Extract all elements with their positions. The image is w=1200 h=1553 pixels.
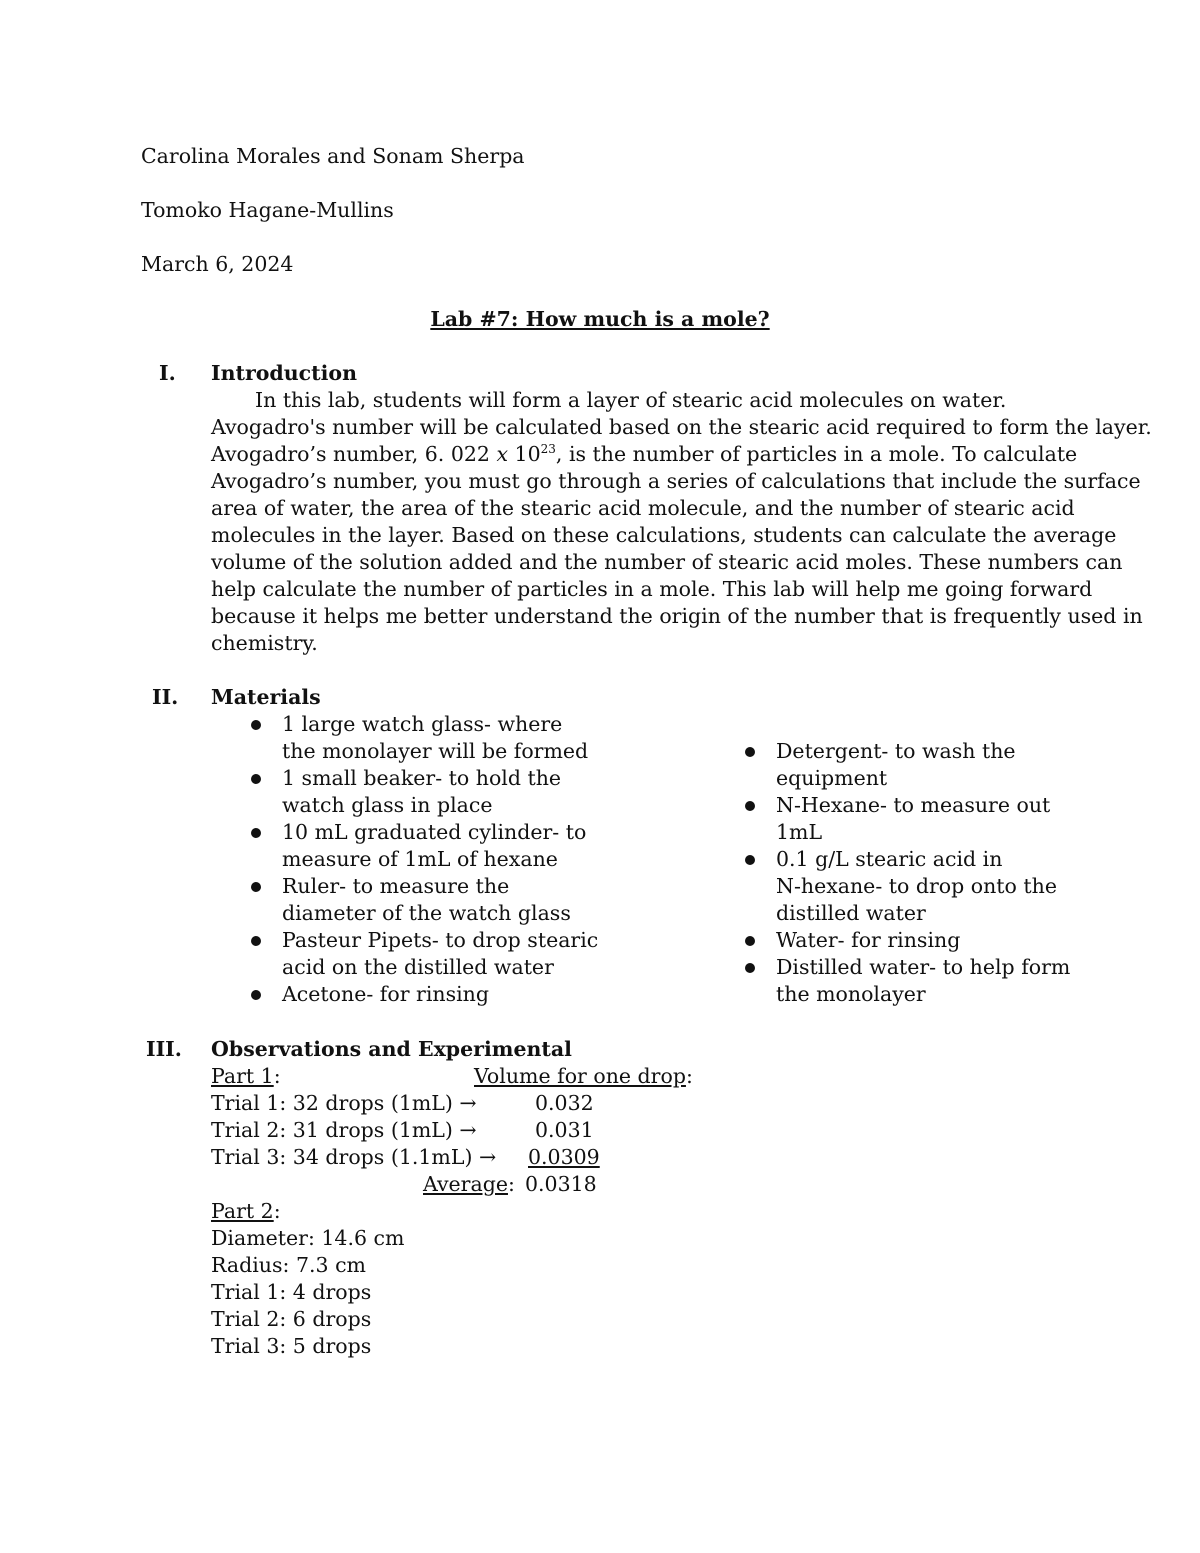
section-numeral-intro: I.	[159, 361, 176, 385]
part2-line: Diameter: 14.6 cm	[211, 1226, 405, 1250]
trial-text: Trial 2: 31 drops (1mL) →	[211, 1118, 477, 1142]
instructor: Tomoko Hagane-Mullins	[141, 198, 394, 222]
trial-value: 0.031	[535, 1118, 594, 1142]
date: March 6, 2024	[141, 252, 294, 276]
part2-line: Trial 2: 6 drops	[211, 1307, 372, 1331]
trial-value: 0.032	[535, 1091, 594, 1115]
avogadro-before: Avogadro’s number, 6. 022	[211, 442, 497, 466]
intro-line: molecules in the layer. Based on these calculations, students can calculate the average	[211, 523, 1117, 547]
intro-line: because it helps me better understand the origin of the number that is frequently used in	[211, 604, 1143, 628]
avogadro-after: , is the number of particles in a mole. To calculate	[555, 442, 1078, 466]
list-item: Pasteur Pipets- to drop stearic acid on the distilled water	[211, 927, 598, 981]
bullet-icon	[251, 990, 261, 1000]
intro-line-avogadro	[211, 441, 1078, 468]
list-item: Distilled water- to help form the monolayer	[705, 954, 1070, 1008]
bullet-icon	[251, 774, 261, 784]
intro-line: help calculate the number of particles in a mole. This lab will help me going forward	[211, 577, 1093, 601]
bullet-icon	[745, 855, 755, 865]
intro-paragraph	[211, 387, 1152, 657]
trial-value: 0.0309	[528, 1145, 600, 1169]
list-item: 1 small beaker- to hold the watch glass in place	[211, 765, 598, 819]
average-value: 0.0318	[525, 1172, 597, 1196]
part2-line: Trial 1: 4 drops	[211, 1280, 372, 1304]
avogadro-base: 10	[508, 442, 541, 466]
volume-header: Volume for one drop:	[474, 1064, 693, 1088]
list-item: N-Hexane- to measure out 1mL	[705, 792, 1070, 846]
intro-line: chemistry.	[211, 631, 318, 655]
trial-text: Trial 1: 32 drops (1mL) →	[211, 1091, 477, 1115]
list-item: Detergent- to wash the equipment	[705, 738, 1070, 792]
page-title: Lab #7: How much is a mole?	[430, 307, 770, 331]
trial-text: Trial 3: 34 drops (1.1mL) →	[211, 1145, 497, 1169]
materials-list-right	[705, 738, 1070, 1008]
intro-line: area of water, the area of the stearic acid molecule, and the number of stearic acid	[211, 496, 1075, 520]
average-label: Average:	[423, 1172, 515, 1196]
part2-line: Radius: 7.3 cm	[211, 1253, 366, 1277]
intro-line: Avogadro’s number, you must go through a series of calculations that include the surface	[211, 469, 1141, 493]
list-item: Acetone- for rinsing	[211, 981, 598, 1008]
avogadro-exponent: 23	[540, 442, 556, 457]
list-item: Ruler- to measure the diameter of the watch glass	[211, 873, 598, 927]
section-heading-intro: Introduction	[211, 361, 357, 385]
list-item: 1 large watch glass- where the monolayer will be formed	[211, 711, 598, 765]
bullet-icon	[251, 936, 261, 946]
intro-line: volume of the solution added and the number of stearic acid moles. These numbers can	[211, 550, 1123, 574]
bullet-icon	[251, 720, 261, 730]
section-numeral-observations: III.	[146, 1037, 182, 1061]
bullet-icon	[251, 882, 261, 892]
section-heading-materials: Materials	[211, 685, 321, 709]
list-item: 10 mL graduated cylinder- to measure of 1mL of hexane	[211, 819, 598, 873]
bullet-icon	[745, 747, 755, 757]
bullet-icon	[745, 801, 755, 811]
section-numeral-materials: II.	[152, 685, 179, 709]
materials-list-left	[211, 711, 598, 1008]
bullet-icon	[745, 936, 755, 946]
intro-line: Avogadro's number will be calculated based on the stearic acid required to form the layer.	[211, 415, 1152, 439]
list-item: Water- for rinsing	[705, 927, 1070, 954]
avogadro-times: x	[496, 442, 509, 466]
bullet-icon	[251, 828, 261, 838]
part2-line: Trial 3: 5 drops	[211, 1334, 372, 1358]
list-item: 0.1 g/L stearic acid in N-hexane- to drop onto the distilled water	[705, 846, 1070, 927]
authors: Carolina Morales and Sonam Sherpa	[141, 144, 525, 168]
part1-label: Part 1:	[211, 1064, 281, 1088]
part2-label: Part 2:	[211, 1199, 281, 1223]
section-heading-observations: Observations and Experimental	[211, 1037, 572, 1061]
intro-line: In this lab, students will form a layer of stearic acid molecules on water.	[255, 388, 1007, 412]
bullet-icon	[745, 963, 755, 973]
